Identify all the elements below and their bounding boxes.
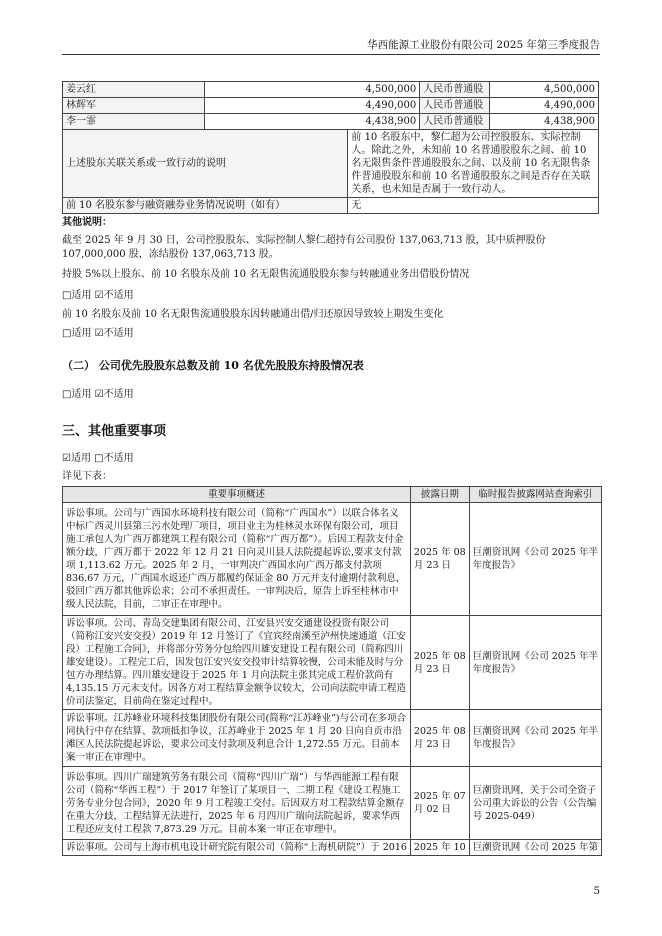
event-date: 2025 年 10	[410, 840, 469, 856]
detail-note: 详见下表：	[62, 471, 112, 482]
event-summary: 诉讼事项。公司与上海市机电设计研究院有限公司（简称“上海机研院”）于 2016	[63, 840, 411, 856]
holder-name: 李一霏	[63, 114, 205, 130]
share-type: 人民币普通股	[420, 82, 490, 98]
table-row	[63, 710, 602, 767]
section-heading: （二） 公司优先股股东总数及前 10 名优先股股东持股情况表	[62, 359, 364, 372]
table-row	[63, 198, 599, 214]
table-row	[63, 616, 602, 710]
checkbox-line: □适用 ☑不适用	[62, 389, 134, 400]
margin-label: 前 10 名股东参与融资融券业务情况说明（如有）	[63, 198, 348, 214]
table-row	[63, 82, 599, 98]
holder-name: 姜云红	[63, 82, 205, 98]
relation-text: 前 10 名股东中，黎仁超为公司控股股东、实际控制人。除此之外，未知前 10 名普通股股东之间、前 10 名无限售条件普通股股东之间、以及前 10 名无限售条件普通股股东和前 10 名普通股股东之间是否存在关联关系，也未知是否属于一致行动人。	[348, 130, 599, 198]
event-date: 2025 年 07 月 02 日	[410, 767, 469, 840]
table-row	[63, 840, 602, 856]
shareholder-table	[62, 81, 599, 214]
table-row	[63, 503, 602, 616]
column-header: 披露日期	[410, 487, 469, 503]
event-summary: 诉讼事项。公司、青岛交建集团有限公司、江安县兴安交通建设投资有限公司（简称江安兴安交投）2019 年 12 月签订了《宜宾经南溪至泸州快速通道（江安段）工程施工合同》，并将部分劳务分包给四川雄安建设工程有限公司（简称四川雄安建设）。工程完工后，因发包江安兴安交投审计结算较慢，公司未能及时与分包方办理结算。四川雄安建设于 2025 年 1 月向法院主张其完成工程价款尚有 4,135.15 万元未支付。因各方对工程结算金额争议较大，公司向法院申请工程造价司法鉴定，目前尚在鉴定过程中。	[63, 616, 411, 710]
table-row	[63, 114, 599, 130]
share-qty: 4,438,900	[490, 114, 599, 130]
event-summary: 诉讼事项。四川广瑞建筑劳务有限公司（简称“四川广瑞”）与华西能源工程有限公司（简称“华西工程”）于 2017 年签订了某项目一、二期工程《建设工程施工劳务专业分包合同》，2020 年 9 月工程竣工交付。后因双方对工程款结算金额存在重大分歧，工程结算无法进行，2025 年 6 月四川广瑞向法院起诉，要求华西工程还应支付工程款 7,873.29 万元。目前本案一审正在审理中。	[63, 767, 411, 840]
table-row	[63, 130, 599, 198]
share-type: 人民币普通股	[420, 98, 490, 114]
holder-shares: 4,500,000	[204, 82, 420, 98]
margin-text: 无	[348, 198, 599, 214]
event-index: 巨潮资讯网，关于公司全资子公司重大诉讼的公告（公告编号 2025-049）	[469, 767, 601, 840]
page-number: 5	[593, 886, 600, 897]
event-index: 巨潮资讯网《公司 2025 年第	[469, 840, 601, 856]
event-summary: 诉讼事项。公司与广西国水环境科技有限公司（简称“广西国水”）以联合体名义中标广西灵川县第三污水处理厂项目，项目业主为桂林灵水环保有限公司，项目施工承包人为广西万都建筑工程有限公司（简称“广西万都”）。后因工程款支付金额分歧，广西万都于 2022 年 12 月 21 日向灵川县人法院提起诉讼,要求支付款项 1,113.62 万元。2025 年 2 月，一审判决广西国水向广西万都支付款项 836.67 万元，广西国水返还广西万都履约保证金 80 万元并支付逾期付款利息，驳回广西万都其他诉讼求；公司不承担责任。一审判决后，原告上诉至桂林市中级人民法院，目前，二审正在审理中。	[63, 503, 411, 616]
checkbox-line: ☑适用 □不适用	[62, 453, 134, 464]
notes-title: 其他说明：	[62, 217, 112, 228]
checkbox-line: □适用 ☑不适用	[62, 328, 134, 339]
table-row	[63, 767, 602, 840]
event-summary: 诉讼事项。江苏峰业环境科技集团股份有限公司(简称“江苏峰业”)与公司在多项合同执行中存在结算、款项抵扣争议，江苏峰业于 2025 年 1 月 20 日向自贡市沿滩区人民法院提起诉讼，要求公司支付款项及利息合计 1,272.55 万元。目前本案一审正在审理中。	[63, 710, 411, 767]
events-table	[62, 486, 602, 856]
relation-label: 上述股东关联关系或一致行动的说明	[63, 130, 348, 198]
notes-paragraph: 持股 5%以上股东、前 10 名股东及前 10 名无限售流通股股东参与转融通业务出借股份情况	[62, 269, 470, 280]
share-qty: 4,500,000	[490, 82, 599, 98]
holder-shares: 4,438,900	[204, 114, 420, 130]
event-date: 2025 年 08 月 23 日	[410, 710, 469, 767]
checkbox-line: □适用 ☑不适用	[62, 290, 134, 301]
header-title: 华西能源工业股份有限公司 2025 年第三季度报告	[367, 39, 600, 51]
event-date: 2025 年 08 月 23 日	[410, 616, 469, 710]
section-heading: 三、其他重要事项	[62, 424, 167, 439]
holder-name: 林辉军	[63, 98, 205, 114]
event-index: 巨潮资讯网《公司 2025 年半年度报告》	[469, 503, 601, 616]
share-type: 人民币普通股	[420, 114, 490, 130]
notes-paragraph: 前 10 名股东及前 10 名无限售流通股股东因转融通出借/归还原因导致较上期发生变化	[62, 309, 444, 320]
table-row	[63, 98, 599, 114]
holder-shares: 4,490,000	[204, 98, 420, 114]
event-index: 巨潮资讯网《公司 2025 年半年度报告》	[469, 616, 601, 710]
table-header-row	[63, 487, 602, 503]
event-date: 2025 年 08 月 23 日	[410, 503, 469, 616]
share-qty: 4,490,000	[490, 98, 599, 114]
column-header: 重要事项概述	[63, 487, 411, 503]
event-index: 巨潮资讯网《公司 2025 年半年度报告》	[469, 710, 601, 767]
notes-paragraph: 截至 2025 年 9 月 30 日，公司控股股东、实际控制人黎仁超持有公司股份 137,063,713 股，其中质押股份 107,000,000 股，冻结股份 137,063,713 股。	[62, 235, 546, 260]
page-header	[62, 38, 600, 55]
column-header: 临时报告披露网站查询索引	[469, 487, 601, 503]
